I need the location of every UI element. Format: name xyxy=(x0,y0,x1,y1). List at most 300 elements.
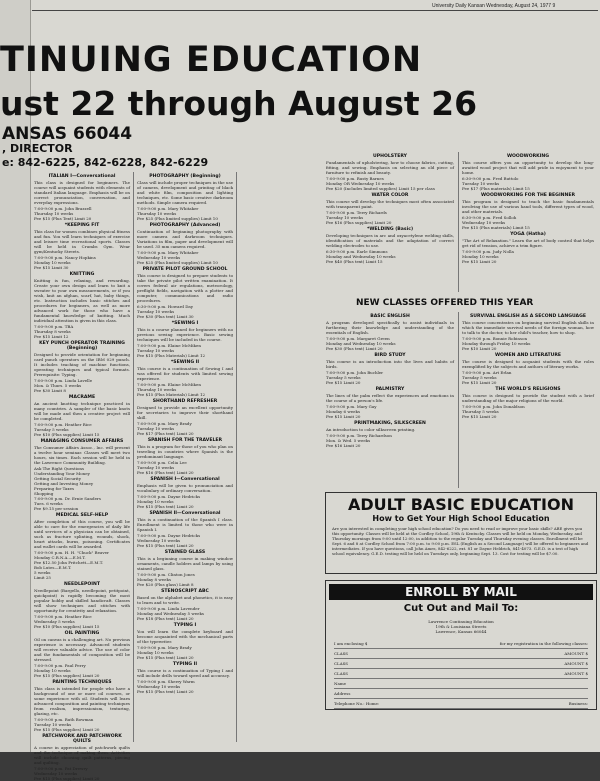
course-title: PATCHWORK AND PATCHWORK QUILTS xyxy=(42,734,122,744)
course-description: This course is designed to prepare students to take the private pilot written examination. It covers federal air regulations, meteorology, preflight fields, navigation with a plotter and computer, communications and radio procedures. xyxy=(137,273,233,303)
header-rule xyxy=(32,10,598,11)
schedule-line: Fee $15 Limit 20 xyxy=(326,414,361,419)
course-schedule xyxy=(326,176,454,191)
course-title: *SEWING II xyxy=(170,360,200,365)
course-title: YOGA (Hatha) xyxy=(510,232,546,237)
course-listing xyxy=(34,680,130,732)
schedule-line: Monday C.R.N.A.—E.M.T. xyxy=(34,555,86,560)
course-schedule xyxy=(462,336,594,351)
schedule-line: Fee $20 (Includes limited supplies) Limit 15 per class xyxy=(326,186,435,191)
course-listing xyxy=(462,314,594,351)
abe-title: ADULT BASIC EDUCATION xyxy=(348,495,574,514)
schedule-line: Bob Lutes—E.M.T. xyxy=(34,565,72,570)
course-title: MANAGING CONSUMER AFFAIRS xyxy=(40,439,124,444)
schedule-line: 6:30-9:00 p.m. Earle Simmons xyxy=(326,249,388,254)
schedule-line: 7:00-9:00 p.m. Nancy Hopkins xyxy=(34,255,96,260)
schedule-line: Fee $16 (Plus text) Limit 20 xyxy=(137,470,194,475)
schedule-line: Fee $40 (Plus text) Limit 15 xyxy=(326,259,383,264)
course-title: ITALIAN I—Conversational xyxy=(48,174,116,179)
schedule-line: Fee $15 (Plus Text) Limit 20 xyxy=(34,216,92,221)
class-field-3[interactable]: CLASS AMOUNT $ xyxy=(334,669,588,679)
course-column-5 xyxy=(326,312,454,488)
course-title: SPANISH FOR THE TRAVELER xyxy=(147,438,223,443)
course-schedule xyxy=(137,494,233,509)
course-title: KNITTING xyxy=(69,272,95,277)
course-schedule xyxy=(462,370,594,385)
course-listing xyxy=(34,513,130,580)
schedule-line: Monday 10 weeks xyxy=(34,668,71,673)
course-schedule xyxy=(34,422,130,437)
schedule-line: Monday 10 weeks xyxy=(137,499,174,504)
course-description: The Consumer Affairs Assoc., Inc. will present a twelve hour seminar. Classes will meet two hours, six times. Each session will be held in the Lawrence Community Building. xyxy=(34,445,130,465)
course-description: Emphasis will be given to pronunciation and vocabulary of ordinary conversation. xyxy=(137,483,233,493)
schedule-line: Monday 10 weeks xyxy=(34,260,71,265)
schedule-line: 7:00-9:00 p.m. TBA xyxy=(34,324,74,329)
schedule-line: Fee $9.15 per session xyxy=(34,506,79,511)
course-listing xyxy=(34,223,130,270)
course-listing xyxy=(137,511,233,548)
schedule-line: 7:00-9:00 p.m. Clinton Jones xyxy=(137,572,195,577)
schedule-line: Fee $15 Limit 20 xyxy=(462,259,497,264)
course-schedule xyxy=(34,378,130,393)
schedule-line: 7:00-9:00 p.m. John Buchler xyxy=(326,370,384,375)
schedule-line: Tuesday 10 weeks xyxy=(137,348,175,353)
course-title: PAINTING TECHNIQUES xyxy=(52,680,112,685)
course-schedule xyxy=(137,304,233,319)
enroll-title: ENROLL BY MAIL xyxy=(329,584,593,600)
schedule-line: Fee $10 Limit 20 xyxy=(462,346,497,351)
course-listing xyxy=(137,550,233,587)
schedule-line: Fee $30 (Plus text) Limit 30 xyxy=(137,314,194,319)
course-description: The course is designed to acquaint students with the roles exemplified by the subjects and authors of literary works. xyxy=(462,359,594,369)
course-description: Oil on canvas is a challenging art. No previous experience is necessary. Advanced students will receive valuable advice. The use of color and the fundamentals of composition will be stressed. xyxy=(34,637,130,662)
course-schedule xyxy=(137,572,233,587)
schedule-line: Tues. 6 weeks xyxy=(34,501,63,506)
enroll-cut-line: Cut Out and Mail To: xyxy=(403,603,519,614)
enroll-by-mail-form xyxy=(325,580,597,710)
schedule-line: 5 weeks xyxy=(34,570,51,575)
course-title: STENOSCRIPT ABC xyxy=(161,589,209,594)
course-title: OIL PAINTING xyxy=(64,631,100,636)
course-schedule xyxy=(34,663,130,678)
course-schedule xyxy=(326,433,454,448)
schedule-line: Getting and Investing Money xyxy=(34,481,94,486)
course-schedule xyxy=(137,606,233,621)
course-title: *SEWING I xyxy=(171,321,199,326)
schedule-line: Monday and Wednesday 10 weeks xyxy=(326,254,396,259)
course-title: UPHOLSTERY xyxy=(373,154,407,159)
banner-location: ANSAS 66044 xyxy=(2,124,133,144)
schedule-line: 7:00-9:00 p.m. Elaine McMiken xyxy=(137,343,201,348)
course-listing xyxy=(137,321,233,358)
enclosing-field[interactable]: I am enclosing $ for my registration in the following classes: xyxy=(334,639,588,649)
schedule-line: Fee $15 (Plus materials) Limit 15 xyxy=(462,225,530,230)
course-description: A course in appreciation of patchwork quilts and the technique of making them. Activities will include choosing quilt patterns, piecing and quilting. xyxy=(34,745,130,765)
schedule-line: 7:00-9:00 p.m. Rusty Barnes xyxy=(326,176,384,181)
course-description: This is a beginning course in making window ornaments, candle holders and lamps by using stained glass. xyxy=(137,556,233,571)
course-title: BIRD STUDY xyxy=(374,353,406,358)
course-description: Needlepoint (Bargello, needlepoint, petitpoint, quickpoint) is rapidly becoming the most popular hobby and skilled handicraft. Classes will show techniques and stitches with opportunity for creativity and relaxation. xyxy=(34,588,130,613)
course-column-6 xyxy=(462,312,594,488)
schedule-line: Fee $10 (Plus supplies) Limit 15 xyxy=(34,624,100,629)
schedule-line: 7:00-9:00 p.m. Ruth Bowman xyxy=(34,717,94,722)
course-description: Developing techniques in arc and oxyacetylene welding skills, identification of materials and the adaptation of correct welding electrodes to use. xyxy=(326,233,454,248)
course-listing xyxy=(137,223,233,265)
course-listing xyxy=(137,267,233,319)
course-description: Based on the alphabet and phonetics, it is easy to learn and to write. xyxy=(137,595,233,605)
schedule-line: 7:00-9:00 p.m. Mary Brady xyxy=(137,421,192,426)
schedule-line: 7:00-9:00 p.m. Terry Richardson xyxy=(326,433,392,438)
name-field[interactable]: Name xyxy=(334,679,588,689)
course-schedule xyxy=(137,645,233,660)
schedule-line: Thursday 10 weeks xyxy=(137,387,177,392)
schedule-line: 7:00-9:00 p.m. Linda Lavelle xyxy=(34,378,93,383)
course-description: This class is intended for people who have a background of one or more oil courses, or some experience with oil. Students will learn advanced composition and painting techniques from realism, impressionism, texturing, glazing, etc. xyxy=(34,686,130,716)
course-title: SPANISH I—Conversational xyxy=(150,477,220,482)
schedule-line: Monday through Friday 10 weeks xyxy=(462,341,531,346)
course-title: NEEDLEPOINT xyxy=(64,582,100,587)
schedule-line: Wednesday 5 weeks xyxy=(34,619,75,624)
schedule-line: Fee $15 (Plus Materials) Limit 12 xyxy=(137,392,206,397)
enroll-address: Lawrence Continuing Education 19th & Louisiana Streets Lawrence, Kansas 66044 xyxy=(428,619,494,634)
schedule-line: 7:00-9:00 p.m. Dayne Hedricks xyxy=(137,533,201,538)
course-listing xyxy=(137,438,233,475)
abe-body: Are you interested in completing your high school education? Do you need to read or improve your basic skills? ABE gives you this opportunity. Classes will be held at the Cordley School, 19th & Kentucky. Classes will be held on Monday, Wednesday, and Thursday mornings from 9:00 until 12:00, in addition to the regular Tuesday and Thursday evening classes. Enrollment will be Sept. 6 and 8 at Cordley School from 7:00 p.m. to 9:00 p.m. ESL (English as a Second Language) will be offered to beginners and intermediates. If you have questions, call John Ames, 842-6222, ext. 81 or Dayne Heldrich, 841-4073. G.E.D. is a test of high school equivalency. G.E.D. testing will be held on Tuesdays only, beginning Sept. 13. Cost for testing will be $7.00. xyxy=(332,526,589,556)
schedule-line: Fee $15 (Plus text) Limit 20 xyxy=(137,543,194,548)
course-title: WOODWORKING FOR THE BEGINNER xyxy=(480,193,576,198)
course-title: BASIC ENGLISH xyxy=(370,314,410,319)
course-description: This is a course planned for beginners with no previous sewing experience. Basic sewing techniques will be included in the course. xyxy=(137,327,233,342)
course-title: SHORTHAND REFRESHER xyxy=(152,399,218,404)
course-listing xyxy=(326,387,454,419)
schedule-line: Fee $15 (Plus Materials) Limit 12 xyxy=(137,353,206,358)
course-schedule xyxy=(137,250,233,265)
telephone-field[interactable]: Telephone No.: Home: Business: xyxy=(334,699,588,709)
schedule-line: 7:00-9:00 p.m. Dr. Ernie Sanders xyxy=(34,496,101,501)
schedule-line: Monday and Wednesday 5 weeks xyxy=(137,611,204,616)
course-description: "The Art of Relaxation." Learn the art of body control that helps get rid of tension, achieve a trim figure. xyxy=(462,238,594,248)
course-title: MACRAME xyxy=(68,395,96,400)
course-schedule xyxy=(34,255,130,270)
schedule-line: Fee $10 (Plus supplies) Limit 15 xyxy=(34,432,100,437)
course-title: PHOTOGRAPHY (Advanced) xyxy=(149,223,221,228)
schedule-line: Monday 6 weeks xyxy=(326,409,361,414)
course-schedule xyxy=(34,614,130,629)
course-listing xyxy=(34,174,130,221)
banner-title: TINUING EDUCATION xyxy=(0,40,423,80)
schedule-line: 7:00-9:00 p.m. John Brazzell xyxy=(34,206,92,211)
page-header: University Daily Kansan Wednesday, August 24, 1977 9 xyxy=(432,3,556,9)
course-title: PRINTMAKING, SILKSCREEN xyxy=(354,421,426,426)
schedule-line: 7:00-9:00 p.m. Mary Whitaker xyxy=(137,250,199,255)
schedule-line: Monday 10 weeks xyxy=(137,650,174,655)
course-listing xyxy=(34,395,130,437)
banner-director: , DIRECTOR xyxy=(2,142,73,155)
course-description: An ancient knotting technique practiced in many countries. A sampler of the basic knots will be made and then a creative project will be completed. xyxy=(34,401,130,421)
adult-basic-education-box xyxy=(325,492,597,574)
schedule-line: Tuesday 5 weeks xyxy=(326,375,361,380)
course-description: This course is a continuation of Sewing I and was offered for students with limited sewing experience. xyxy=(137,366,233,381)
schedule-line: Fee $18 (Plus text) Limit 20 xyxy=(137,616,194,621)
schedule-line: 7:00-9:00 p.m. John Donaldson xyxy=(462,404,525,409)
course-schedule xyxy=(137,679,233,694)
schedule-line: Mon. & Wed. 5 weeks xyxy=(326,438,371,443)
schedule-line: Thursday 10 weeks xyxy=(34,211,74,216)
schedule-line: Fee $15 Limit 30 xyxy=(34,265,69,270)
course-schedule xyxy=(34,324,130,339)
course-description: You will learn the complete keyboard and become acquainted with the mechanical parts of the typewriter. xyxy=(137,629,233,644)
schedule-line: Monday 8 weeks xyxy=(137,577,172,582)
schedule-line: Fee $15 Limit 12 xyxy=(34,334,69,339)
schedule-line: 6:30-9:00 p.m. Fred Solloh xyxy=(462,215,517,220)
schedule-line: Fee $15 (Plus text) Limit 20 xyxy=(137,504,194,509)
schedule-line: Fee $15 Limit 20 xyxy=(462,414,497,419)
enroll-fields xyxy=(334,639,588,709)
course-title: PHOTOGRAPHY (Beginning) xyxy=(149,174,221,179)
course-schedule xyxy=(137,206,233,221)
schedule-line: Fee $15 (Plus supplies) Limit 20 xyxy=(34,727,100,732)
schedule-line: Fee $15 (Plus supplies) Limit 20 xyxy=(34,776,100,781)
schedule-line: 7:00-9:00 p.m. Celia Lee xyxy=(137,460,187,465)
schedule-line: Wednesday 10 weeks xyxy=(34,771,78,776)
course-listing xyxy=(326,193,454,225)
course-schedule xyxy=(326,404,454,419)
course-listing xyxy=(137,662,233,694)
course-listing xyxy=(34,734,130,781)
course-title: WOODWORKING xyxy=(506,154,550,159)
course-title: PALMISTRY xyxy=(375,387,405,392)
schedule-line: Fee $25 (Plus limited supplies) Limit 10 xyxy=(137,260,218,265)
schedule-line: Fee $15 Limit 20 xyxy=(462,380,497,385)
course-schedule xyxy=(326,336,454,351)
class-field-1[interactable]: CLASS AMOUNT $ xyxy=(334,649,588,659)
schedule-line: 7:00-9:00 p.m. Pat Drewry xyxy=(34,766,88,771)
schedule-line: Monday 10 weeks xyxy=(462,254,499,259)
course-listing xyxy=(137,589,233,621)
schedule-line: Tuesday 10 weeks xyxy=(137,309,175,314)
schedule-line: 7:00-9:00 p.m. Mary Brady xyxy=(137,645,192,650)
course-title: *KEEPING FIT xyxy=(64,223,100,228)
schedule-line: Fee $15 (Plus text) Limit 20 xyxy=(137,689,194,694)
course-description: This course offers you an opportunity to develop the long-awaited wood project that will add pride in enjoyment to your home. xyxy=(462,160,594,175)
course-schedule xyxy=(462,249,594,264)
course-listing xyxy=(326,353,454,385)
course-listing xyxy=(326,314,454,351)
course-description: This class is designed for beginners. The course will acquaint students with elements of standard Italian language. Emphasis will be on correct pronunciation, conversation, and everyday expressions. xyxy=(34,180,130,205)
schedule-line: Fee $16 Limit 20 xyxy=(326,443,361,448)
schedule-line: Tuesday 10 weeks xyxy=(462,181,500,186)
schedule-line: Tuesday 10 weeks xyxy=(137,426,175,431)
course-listing xyxy=(137,477,233,509)
course-title: MEDICAL SELF-HELP xyxy=(55,513,109,518)
course-listing xyxy=(34,341,130,393)
course-description: This is a continuation of the Spanish I class. Enrollment is limited to those who were in Spanish I. xyxy=(137,517,233,532)
course-schedule xyxy=(137,343,233,358)
schedule-line: Mon. & Thurs. 5 weeks xyxy=(34,383,82,388)
course-schedule xyxy=(462,215,594,230)
schedule-line: Fee $15 (Plus supplies) Limit 20 xyxy=(34,673,100,678)
schedule-line: Tuesday 10 weeks xyxy=(137,465,175,470)
schedule-line: 7:00-9:00 p.m. Sherry Warm xyxy=(137,679,195,684)
course-listing xyxy=(34,272,130,339)
schedule-line: Wednesday 10 weeks xyxy=(137,538,181,543)
course-title: SPANISH II—Conversational xyxy=(149,511,221,516)
course-title: TYPING II xyxy=(172,662,198,667)
schedule-line: Fee $15 (Plus text) Limit 20 xyxy=(137,655,194,660)
course-listing xyxy=(137,623,233,660)
schedule-line: 7:00-9:00 p.m. Terry Richards xyxy=(326,210,387,215)
course-column-2 xyxy=(137,172,233,742)
course-listing xyxy=(34,631,130,678)
schedule-line: Monday and Wednesday 10 weeks xyxy=(326,341,396,346)
course-description: Designed to provide orientation for beginning card punch operators on the IBM 029 punch. It includes teaching of machine functions, operating techniques and typical formats. Prerequisite: Typing. xyxy=(34,352,130,377)
schedule-line: 7:00-9:00 p.m. Art Erlan xyxy=(462,370,512,375)
course-listing xyxy=(462,232,594,264)
schedule-line: Thursday 8 weeks xyxy=(34,329,71,334)
course-schedule xyxy=(34,766,130,781)
course-description: This program is designed to teach the basic fundamentals involving the use of various hand tools, different types of wood, and other materials. xyxy=(462,199,594,214)
schedule-line: Fee $17 (Plus text) Limit 20 xyxy=(137,431,194,436)
schedule-line: Fee $30 Limit 8 xyxy=(34,388,66,393)
banner-dates: ust 22 through August 26 xyxy=(0,84,478,123)
course-column-4 xyxy=(462,152,594,292)
schedule-line: Monday OR Wednesday 10 weeks xyxy=(326,181,395,186)
course-schedule xyxy=(137,460,233,475)
schedule-line: 7:00-9:00 p.m. Mary Gay xyxy=(326,404,377,409)
course-listing xyxy=(34,439,130,511)
schedule-line: Tuesday 5 weeks xyxy=(462,375,497,380)
schedule-line: Tuesday 10 weeks xyxy=(326,215,364,220)
schedule-line: 7:00-9:00 p.m. Elaine McMiken xyxy=(137,382,201,387)
course-schedule xyxy=(34,717,130,732)
course-listing xyxy=(326,421,454,448)
course-description: Knitting is fun, relaxing, and rewarding. Create your own design and learn to knit a sweater to your own measurements, or if you wish, knit an afghan, scarf, hat, baby things, etc. Instruction includes basic stitches and procedures for beginners, as well as more advanced work for those who have a fundamental knowledge of knitting. Much individual attention is given in this class. xyxy=(34,278,130,323)
schedule-line: 7:00-9:00 p.m. H. H. "Chuck" Beaver xyxy=(34,550,109,555)
course-title: *WELDING (Basic) xyxy=(366,227,414,232)
schedule-line: Thursday 5 weeks xyxy=(462,409,499,414)
course-listing xyxy=(462,387,594,419)
schedule-line: Fee $25 (Plus limited supplies) Limit 10 xyxy=(137,216,218,221)
course-listing xyxy=(326,227,454,264)
schedule-line: 7:00-9:00 p.m. Heather Rice xyxy=(34,422,92,427)
column-rule xyxy=(458,312,459,488)
schedule-line: Fee $30 (Plus text) Limit 20 xyxy=(326,346,383,351)
course-schedule xyxy=(326,370,454,385)
course-title: THE WORLD'S RELIGIONS xyxy=(495,387,561,392)
course-listing xyxy=(462,353,594,385)
new-classes-heading: NEW CLASSES OFFERED THIS YEAR xyxy=(356,298,534,308)
schedule-line: 7:00-9:00 p.m. Dayne Hedricks xyxy=(137,494,201,499)
column-rule xyxy=(133,172,134,742)
schedule-line: 7:00-9:00 p.m. Mary Whitaker xyxy=(137,206,199,211)
abe-subtitle: How to Get Your High School Education xyxy=(372,514,550,523)
course-title: STAINED GLASS xyxy=(164,550,206,555)
course-description: Designed to provide an excellent opportunity for secretaries to improve their shorthand skill. xyxy=(137,405,233,420)
course-description: Continuation of beginning photography with more camera and darkroom techniques. Variations in film, paper and development will be used. 35 mm camera required. xyxy=(137,229,233,249)
schedule-line: Ask The Right Questions xyxy=(34,466,85,471)
course-description: This course is a continuation of Typing I and will include drills toward speed and accuracy. xyxy=(137,668,233,678)
course-schedule xyxy=(137,382,233,397)
course-title: TYPING I xyxy=(173,623,197,628)
course-column-3 xyxy=(326,152,454,292)
course-schedule xyxy=(34,466,130,511)
schedule-line: Wednesday 10 weeks xyxy=(137,684,181,689)
schedule-line: 7:00-9:00 p.m. Linda Lavender xyxy=(137,606,200,611)
class-field-2[interactable]: CLASS AMOUNT $ xyxy=(334,659,588,669)
schedule-line: Wednesday 10 weeks xyxy=(137,255,181,260)
course-title: WATER COLOR xyxy=(371,193,409,198)
course-description: This course is an introduction into the lives and habits of birds. xyxy=(326,359,454,369)
course-listing xyxy=(137,399,233,436)
course-description: This course will develop the techniques most often associated with transparent paint. xyxy=(326,199,454,209)
course-listing xyxy=(462,154,594,191)
course-title: SURVIVAL ENGLISH AS A SECOND LANGUAGE xyxy=(469,314,587,319)
course-title: KEY PUNCH OPERATOR TRAINING (Beginning) xyxy=(39,341,125,351)
schedule-line: Fee $20 (Plus glass) Limit 8 xyxy=(137,582,194,587)
schedule-line: Fee $17 (Plus materials) Limit 15 xyxy=(462,186,530,191)
course-description: This course concentrates on beginning survival English skills in which the immediate survival needs of the foreign woman, how to talk to the doctor, to her child's teacher, how to shop. xyxy=(462,320,594,335)
schedule-line: Limit 25 xyxy=(34,575,51,580)
course-schedule xyxy=(462,176,594,191)
course-title: WOMEN AND LITERATURE xyxy=(494,353,562,358)
course-schedule xyxy=(326,249,454,264)
column-rule xyxy=(236,172,237,742)
schedule-line: Wednesday 10 weeks xyxy=(462,220,506,225)
schedule-line: Fee $15 Limit 20 xyxy=(326,380,361,385)
address-field[interactable]: Address xyxy=(334,689,588,699)
schedule-line: Preparing for Taxes xyxy=(34,486,75,491)
course-schedule xyxy=(326,210,454,225)
course-description: After completion of this course, you will be able to care for the emergencies of daily life until services of a physician can be obtained, such as fracture splinting, wounds, shock, heart attacks, burns, poisoning. Certificates and wallet cards will be awarded. xyxy=(34,519,130,549)
course-schedule xyxy=(137,421,233,436)
course-schedule xyxy=(34,550,130,580)
schedule-line: Shopping xyxy=(34,491,54,496)
course-schedule xyxy=(34,206,130,221)
course-description: This is a program for those of you who plan on traveling in countries where Spanish is the predominant language. xyxy=(137,444,233,459)
course-description: The lines of the palm reflect the experiences and emotions in the course of a person's life. xyxy=(326,393,454,403)
course-description: A program developed specifically to assist individuals in furthering their knowledge and understanding of the essentials of English. xyxy=(326,320,454,335)
schedule-line: Understanding Your Money xyxy=(34,471,90,476)
schedule-line: 7:00-9:00 p.m. Margaret Green xyxy=(326,336,390,341)
course-column-1 xyxy=(34,172,130,781)
schedule-line: Tuesday 5 weeks xyxy=(34,427,69,432)
schedule-line: Getting Social Security xyxy=(34,476,82,481)
schedule-line: Tuesday 10 weeks xyxy=(34,722,72,727)
course-schedule xyxy=(137,533,233,548)
schedule-line: 6:30-9:00 p.m. Fred Buttolo xyxy=(462,176,519,181)
course-title: PRIVATE PILOT GROUND SCHOOL xyxy=(142,267,228,272)
course-listing xyxy=(462,193,594,230)
schedule-line: Fee $12.50 John Pritchett—E.M.T. xyxy=(34,560,104,565)
schedule-line: Fee $16 (Plus supplies) Limit 20 xyxy=(326,220,392,225)
schedule-line: 6:30-9:00 p.m. Howard Day xyxy=(137,304,194,309)
course-description: Fundamentals of upholstering, how to choose fabrics, cutting, fitting, and sewing. Emphasis on selecting an old piece of furniture to refinish and beauty. xyxy=(326,160,454,175)
column-rule xyxy=(458,152,459,292)
course-description: An introduction to color silkscreen printing. xyxy=(326,427,416,432)
schedule-line: 7:00-9:00 p.m. Paul Perry xyxy=(34,663,86,668)
course-description: Class will include proper techniques in the use of camera, development and printing of black and white film, composition and lighting techniques, etc. Some basic creative darkroom methods. Simple camera required. xyxy=(137,180,233,205)
course-listing xyxy=(137,174,233,221)
schedule-line: 7:00-9:00 p.m. Heather Rice xyxy=(34,614,92,619)
course-listing xyxy=(326,154,454,191)
course-listing xyxy=(34,582,130,629)
schedule-line: Thursday 10 weeks xyxy=(137,211,177,216)
schedule-line: 7:00-9:00 p.m. Judy Nolla xyxy=(462,249,514,254)
schedule-line: 7:00-9:00 p.m. Bonnie Robinson xyxy=(462,336,528,341)
course-schedule xyxy=(462,404,594,419)
course-description: This class for women combines physical fitness and fun. You will learn techniques of exercise and leisure time recreational sports. Classes will be held in Crumbs Gym. Wear gym/Kentucky Streets. xyxy=(34,229,130,254)
banner-phone: e: 842-6225, 842-6228, 842-6229 xyxy=(2,156,209,169)
